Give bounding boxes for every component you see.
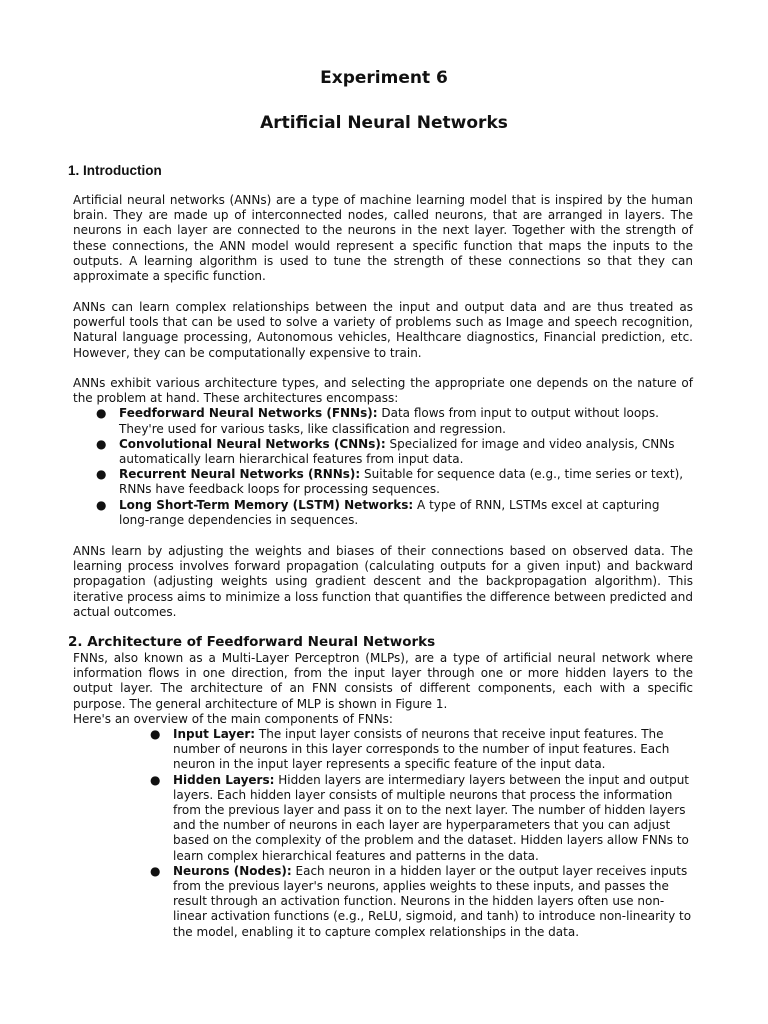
architecture-section-body bbox=[73, 651, 693, 940]
intro-paragraph-4: ANNs learn by adjusting the weights and biases of their connections based on observed data. The learning process involves forward propagation (calculating outputs for a given input) and backward propagation (adjusting weights using gradient descent and the backpropagation algorithm). This iterative process aims to minimize a loss function that quantifies the difference between predicted and actual outcomes. bbox=[73, 544, 693, 619]
list-item-term: Convolutional Neural Networks (CNNs): bbox=[119, 436, 386, 451]
list-item bbox=[73, 498, 693, 528]
intro-architectures bbox=[73, 376, 693, 528]
bullet-icon: ● bbox=[150, 727, 161, 742]
list-item-text: Specialized for image and video analysis, CNNs automatically learn hierarchical features from input data. bbox=[119, 436, 675, 467]
bullet-icon: ● bbox=[150, 863, 161, 878]
list-item bbox=[73, 467, 693, 497]
intro-paragraph-3: ANNs exhibit various architecture types, and selecting the appropriate one depends on the nature of the problem at hand. These architectures encompass: bbox=[73, 376, 693, 406]
bullet-icon: ● bbox=[96, 436, 107, 451]
document-subtitle: Artificial Neural Networks bbox=[260, 113, 508, 133]
list-item-term: Neurons (Nodes): bbox=[173, 863, 292, 878]
list-item-text: A type of RNN, LSTMs excel at capturing long-range dependencies in sequences. bbox=[119, 497, 660, 527]
list-item bbox=[73, 437, 693, 467]
list-item bbox=[73, 406, 693, 436]
list-item-text: Suitable for sequence data (e.g., time series or text), RNNs have feedback loops for processing sequences. bbox=[119, 467, 684, 497]
list-item-text: Each neuron in a hidden layer or the output layer receives inputs from the previous layer's neurons, applies weights to these inputs, and passes the result through an activation function. Neurons in the hidden layers often use non-linear activation functions (e.g., ReLU, sigmoid, and tanh) to introduce non-linearity to the model, enabling it to capture complex relationships in the data. bbox=[173, 863, 692, 939]
intro-paragraph-1: Artificial neural networks (ANNs) are a type of machine learning model that is inspired by the human brain. They are made up of interconnected nodes, called neurons, that are arranged in layers. The neurons in each layer are connected to the neurons in the next layer. Together with the strength of these connections, the ANN model would represent a specific function that maps the inputs to the outputs. A learning algorithm is used to tune the strength of these connections so that they can approximate a specific function. bbox=[73, 193, 693, 284]
list-item-term: Hidden Layers: bbox=[173, 772, 275, 787]
list-item-text: Hidden layers are intermediary layers between the input and output layers. Each hidden layer consists of multiple neurons that process the information from the previous layer and pass it on to the next layer. The number of hidden layers and the number of neurons in each layer are hyperparameters that you can adjust based on the complexity of the problem and the dataset. Hidden layers allow FNNs to learn complex hierarchical features and patterns in the data. bbox=[173, 772, 690, 863]
list-item bbox=[73, 864, 693, 940]
architecture-paragraph-2: Here's an overview of the main components of FNNs: bbox=[73, 711, 393, 726]
list-item-text: Data flows from input to output without loops. They're used for various tasks, like classification and regression. bbox=[119, 406, 659, 436]
bullet-icon: ● bbox=[96, 497, 107, 512]
bullet-icon: ● bbox=[150, 772, 161, 787]
component-list bbox=[73, 727, 693, 940]
list-item bbox=[73, 727, 693, 773]
list-item-text: The input layer consists of neurons that receive input features. The number of neurons in this layer corresponds to the number of input features. Each neuron in the input layer represents a specific feature of the input data. bbox=[173, 727, 670, 772]
section-heading-architecture: 2. Architecture of Feedforward Neural Networks bbox=[68, 634, 436, 650]
list-item bbox=[73, 773, 693, 864]
list-item-term: Long Short-Term Memory (LSTM) Networks: bbox=[119, 497, 414, 512]
section-heading-introduction: 1. Introduction bbox=[68, 163, 162, 178]
bullet-icon: ● bbox=[96, 406, 107, 421]
list-item-term: Recurrent Neural Networks (RNNs): bbox=[119, 467, 361, 482]
list-item-term: Input Layer: bbox=[173, 727, 256, 742]
document-title: Experiment 6 bbox=[320, 68, 448, 88]
bullet-icon: ● bbox=[96, 467, 107, 482]
intro-paragraph-2: ANNs can learn complex relationships between the input and output data and are thus treated as powerful tools that can be used to solve a variety of problems such as Image and speech recognition, Natural language processing, Autonomous vehicles, Healthcare diagnostics, Financial prediction, etc. However, they can be computationally expensive to train. bbox=[73, 300, 693, 360]
architecture-type-list bbox=[73, 406, 693, 528]
list-item-term: Feedforward Neural Networks (FNNs): bbox=[119, 406, 378, 421]
architecture-paragraph-1: FNNs, also known as a Multi-Layer Perceptron (MLPs), are a type of artificial neural network where information flows in one direction, from the input layer through one or more hidden layers to the output layer. The architecture of an FNN consists of different components, each with a specific purpose. The general architecture of MLP is shown in Figure 1. bbox=[73, 651, 693, 711]
